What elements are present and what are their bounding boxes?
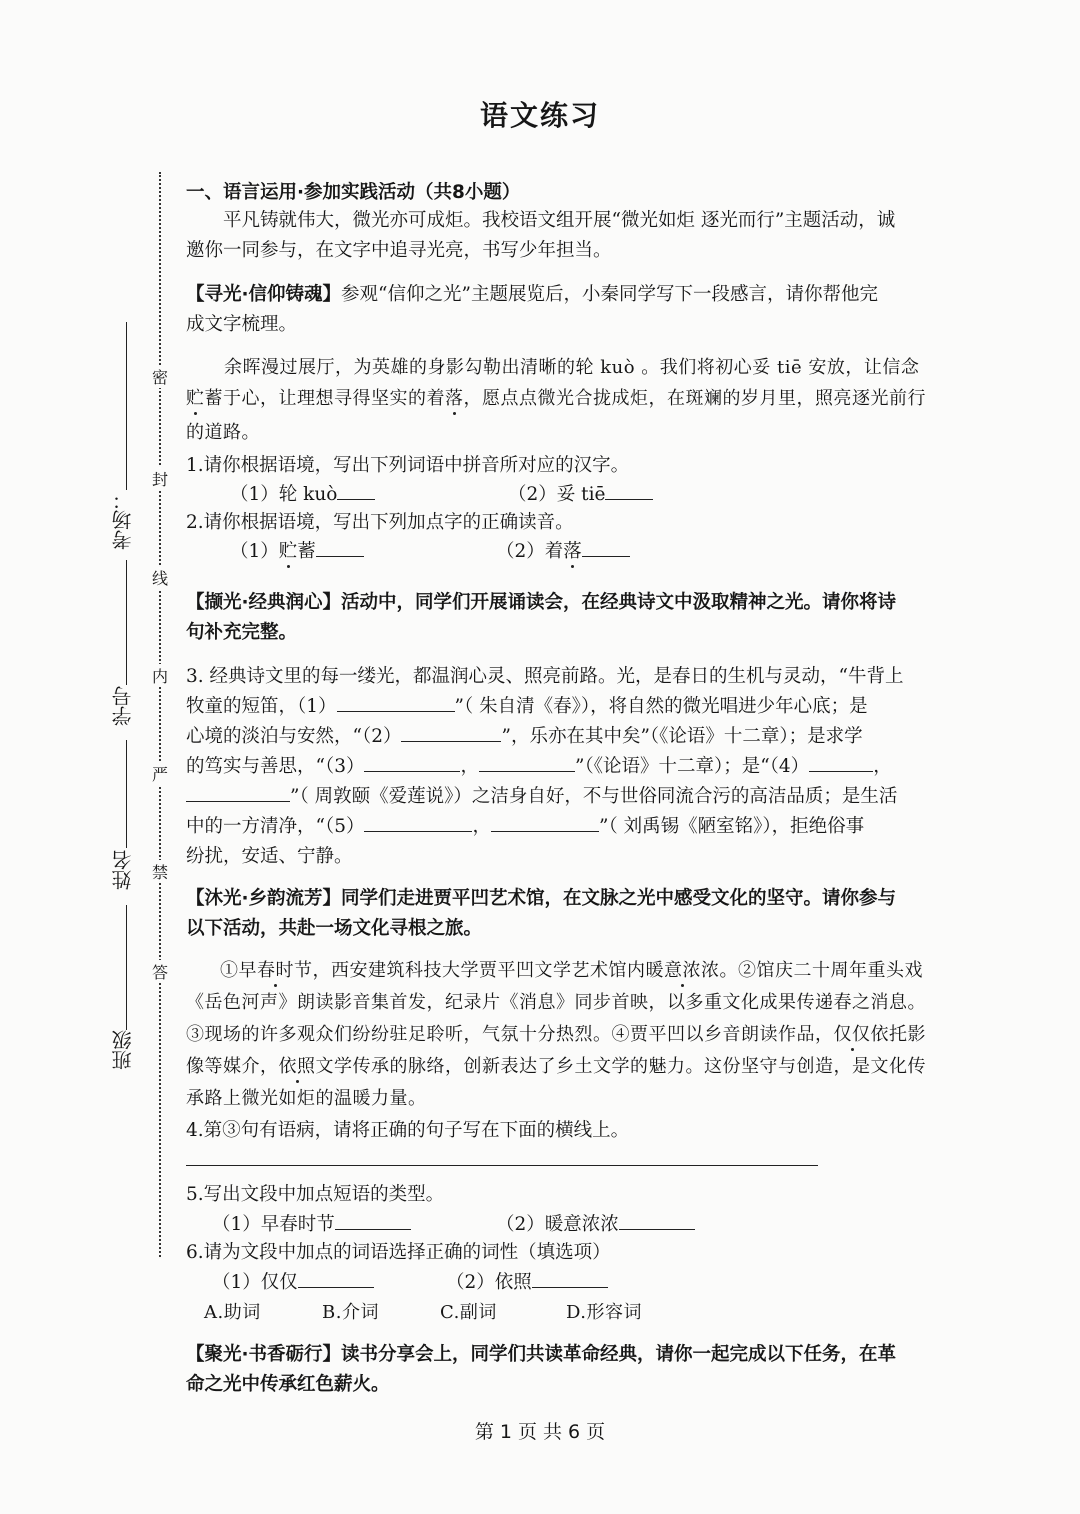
dotted-word: 仅仅: [833, 1024, 871, 1045]
poem-text: 心境的淡泊与安然，“（2）: [186, 726, 402, 747]
question-1: 1.请你根据语境，写出下列词语中拼音所对应的汉字。: [186, 455, 630, 476]
answer-blank[interactable]: [335, 1213, 411, 1230]
q6-item-b: [446, 1268, 608, 1294]
part-tag: 【寻光·信仰铸魂】: [186, 284, 342, 305]
dotted-char: 贮: [186, 388, 205, 409]
seal-char: 答: [151, 960, 169, 983]
intro-line: 平凡铸就伟大，微光亦可成炬。我校语文组开展“微光如炬 逐光而行”主题活动，诚: [223, 210, 896, 231]
answer-blank[interactable]: [605, 483, 653, 500]
question-6: 6.请为文段中加点的词语选择正确的词性（填选项）: [186, 1242, 611, 1263]
exam-room-label: 考场：: [111, 490, 135, 550]
part-tag: 【撷光·经典润心】: [186, 592, 342, 613]
dotted-phrase: 暖意浓浓: [645, 960, 720, 981]
answer-blank[interactable]: [337, 483, 375, 500]
q6-label: （1）仅仅: [212, 1272, 298, 1293]
option-d: D.形容词: [566, 1302, 643, 1323]
passage-line: [220, 956, 923, 982]
q5-label: （2）暖意浓浓: [496, 1214, 619, 1235]
class-label: 班级: [111, 1030, 135, 1070]
passage-text: 像等媒介，: [186, 1056, 279, 1077]
passage-text: ①: [220, 960, 239, 981]
seal-char: 严: [151, 762, 169, 785]
name-blank[interactable]: [126, 740, 127, 848]
poem-line: 3. 经典诗文里的每一缕光，都温润心灵、照亮前路。光，是春日的生机与灵动，“牛背上: [186, 666, 904, 687]
passage-text: 。②馆庆二十周年重头戏: [719, 960, 923, 981]
question-5: 5.写出文段中加点短语的类型。: [186, 1184, 445, 1205]
passage-text: ，西安建筑科技大学贾平凹文学艺术馆内: [312, 960, 646, 981]
student-no-blank[interactable]: [126, 560, 127, 685]
answer-blank[interactable]: [532, 1271, 608, 1288]
answer-blank[interactable]: [337, 695, 455, 712]
poem-line: [186, 752, 892, 778]
part-intro: [186, 1340, 896, 1366]
seal-char: 封: [151, 467, 169, 490]
section-heading: 一、语言运用·参加实践活动（共8小题）: [186, 182, 521, 203]
q5-item-a: [212, 1210, 411, 1236]
dotted-char: 落: [445, 388, 464, 409]
answer-blank[interactable]: [582, 540, 630, 557]
passage-line: 《岳色河声》朗读影音集首发，纪录片《消息》同步首映，以多重文化成果传递春之消息。: [186, 992, 926, 1013]
seal-dotted-line: [159, 172, 161, 1257]
part-desc-line: 命之光中传承红色薪火。: [186, 1374, 390, 1395]
seal-char: 禁: [151, 860, 169, 883]
poem-line: [186, 692, 868, 718]
option-c: C.副词: [440, 1302, 497, 1323]
passage-text: 文学传承的脉络，创新表达了乡土文学的魅力。这份坚守与创造，是文化传: [315, 1056, 926, 1077]
poem-text: 中的一方清净，“（5）: [186, 816, 365, 837]
option-b: B.介词: [322, 1302, 379, 1323]
answer-blank[interactable]: [491, 815, 599, 832]
answer-blank[interactable]: [298, 1271, 374, 1288]
q2-label: （2）着: [496, 541, 564, 562]
dotted-char: 贮: [278, 541, 298, 562]
question-4: 4.第③句有语病，请将正确的句子写在下面的横线上。: [186, 1120, 630, 1141]
dotted-phrase: 早春时节: [238, 960, 313, 981]
seal-char: 内: [151, 664, 169, 687]
poem-line: [186, 812, 864, 838]
seal-char: 密: [151, 365, 169, 388]
page-title: 语文练习: [479, 99, 600, 132]
class-blank[interactable]: [126, 905, 127, 1030]
poem-text: ”（ 刘禹锡《陋室铭》），拒绝俗事: [599, 816, 865, 837]
q2-item-a: [230, 537, 364, 563]
q5-label: （1）早春时节: [212, 1214, 335, 1235]
passage-text: 依托影: [870, 1024, 926, 1045]
passage-line: 的道路。: [186, 422, 260, 443]
part-desc-line: 以下活动，共赴一场文化寻根之旅。: [186, 918, 483, 939]
answer-blank[interactable]: [364, 815, 472, 832]
answer-blank[interactable]: [809, 755, 873, 772]
poem-line: [186, 782, 897, 808]
q1-label: （1）轮 kuò: [230, 484, 338, 505]
dotted-char: 落: [563, 541, 582, 562]
passage-line: [186, 1052, 926, 1078]
answer-line[interactable]: [186, 1165, 818, 1166]
part-tag: 【聚光·书香砺行】: [186, 1344, 342, 1365]
answer-blank[interactable]: [364, 755, 460, 772]
poem-text: ，: [460, 756, 479, 777]
passage-text: ③现场的许多观众们纷纷驻足聆听，气氛十分热烈。④贾平凹以乡音朗读作品，: [186, 1024, 834, 1045]
answer-blank[interactable]: [186, 785, 290, 802]
question-2: 2.请你根据语境，写出下列加点字的正确读音。: [186, 512, 574, 533]
passage-line: [186, 1020, 926, 1046]
part-desc-line: 句补充完整。: [186, 622, 298, 643]
poem-text: 牧童的短笛，（1）: [186, 696, 337, 717]
passage-text: ，愿点点微光合拢成炬，在斑斓的岁月里，照亮逐光前行: [463, 388, 926, 409]
poem-text: ，: [873, 756, 892, 777]
poem-line: [186, 722, 863, 748]
q6-item-a: [212, 1268, 374, 1294]
part-intro: [186, 884, 896, 910]
poem-text: ，: [472, 816, 491, 837]
part-intro: [186, 588, 896, 614]
part-desc: 活动中，同学们开展诵读会，在经典诗文中汲取精神之光。请你将诗: [341, 592, 897, 613]
option-a: A.助词: [204, 1302, 261, 1323]
poem-text: ”，乐亦在其中矣”（《论语》十二章）；是求学: [501, 726, 863, 747]
passage-line: 承路上微光如炬的温暖力量。: [186, 1088, 427, 1109]
part-desc: 读书分享会上，同学们共读革命经典，请你一起完成以下任务，在革: [341, 1344, 897, 1365]
dotted-word: 依照: [278, 1056, 316, 1077]
name-label: 姓名: [111, 850, 135, 890]
answer-blank[interactable]: [619, 1213, 695, 1230]
q1-item-b: [508, 480, 653, 506]
part-intro: [186, 280, 878, 306]
q1-label: （2）妥 tiē: [508, 484, 606, 505]
poem-text: ”（《论语》十二章）；是“（4）: [575, 756, 810, 777]
answer-blank[interactable]: [316, 540, 364, 557]
q2-label: （1）: [230, 541, 279, 562]
q5-item-b: [496, 1210, 695, 1236]
answer-blank[interactable]: [479, 755, 575, 772]
part-desc-line: 成文字梳理。: [186, 314, 298, 335]
part-tag: 【沐光·乡韵流芳】: [186, 888, 342, 909]
q2-item-b: [496, 537, 630, 563]
poem-text: 的笃实与善思，“（3）: [186, 756, 365, 777]
seal-char: 线: [151, 566, 169, 589]
q1-item-a: [230, 480, 375, 506]
passage-line: 余晖漫过展厅，为英雄的身影勾勒出清晰的轮 kuò 。我们将初心妥 tiē 安放，让信念: [224, 357, 920, 378]
student-no-label: 学号: [111, 686, 135, 726]
answer-blank[interactable]: [401, 725, 501, 742]
poem-line: 纷扰，安适、宁静。: [186, 846, 353, 867]
passage-text: 蓄于心，让理想寻得坚实的着: [204, 388, 445, 409]
poem-text: ”（ 朱自清《春》），将自然的微光唱进少年心底；是: [454, 696, 868, 717]
page-number: 第 1 页 共 6 页: [474, 1421, 606, 1443]
q2-label: 蓄: [297, 541, 316, 562]
part-desc: 同学们走进贾平凹艺术馆，在文脉之光中感受文化的坚守。请你参与: [341, 888, 897, 909]
intro-line: 邀你一同参与，在文字中追寻光亮，书写少年担当。: [186, 240, 612, 261]
exam-room-blank[interactable]: [126, 322, 127, 490]
part-desc: 参观“信仰之光”主题展览后，小秦同学写下一段感言，请你帮他完: [341, 284, 878, 305]
poem-text: ”（ 周敦颐《爱莲说》）之洁身自好，不与世俗同流合污的高洁品质；是生活: [290, 786, 898, 807]
passage-line: [186, 384, 926, 410]
q6-label: （2）依照: [446, 1272, 532, 1293]
